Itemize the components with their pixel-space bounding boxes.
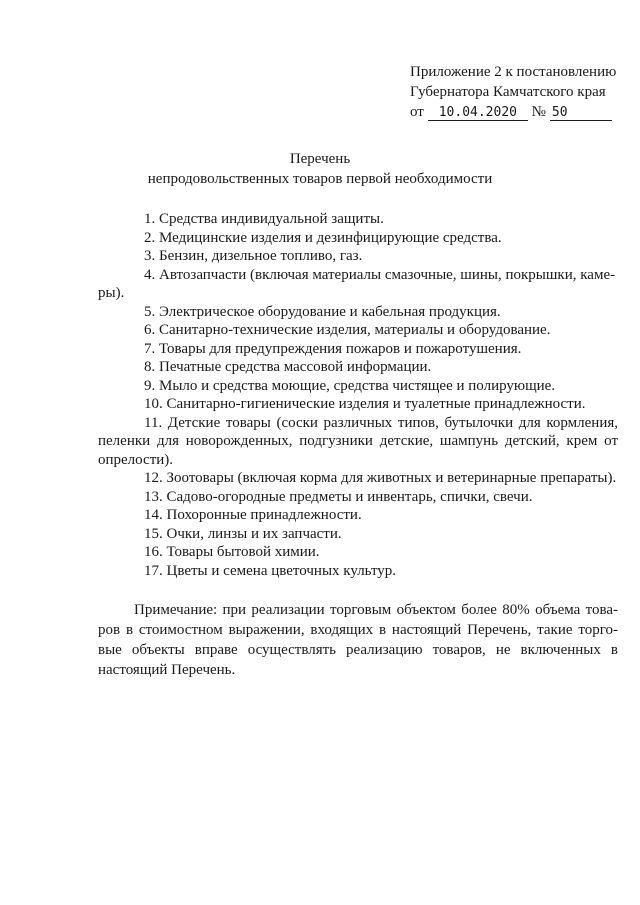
note-line: Примечание: при реализации торговым объектом более 80% объема това-: [134, 602, 618, 618]
list-item: 12. Зоотовары (включая корма для животных и ветеринарные препараты).: [144, 470, 617, 486]
list-item: 8. Печатные средства массовой информации.: [144, 359, 432, 375]
list-item: 5. Электрическое оборудование и кабельная продукция.: [144, 303, 501, 320]
appendix-header: [410, 62, 630, 122]
list-item: 11. Детские товары (соски различных типов, бутылочки для кормления, пеленки для новорожденных, подгузники детские, шампунь детский, крем от опрелости).: [98, 414, 618, 468]
document-title: Перечень: [289, 151, 351, 167]
number-prefix: №: [531, 104, 546, 120]
list-item: 14. Похоронные принадлежности.: [144, 507, 362, 523]
list-item: 16. Товары бытовой химии.: [144, 544, 320, 560]
list-item: 10. Санитарно-гигиенические изделия и туалетные принадлежности.: [144, 396, 586, 412]
date-value: 10.04.2020: [428, 106, 528, 121]
appendix-line-1: Приложение 2 к постановлению: [410, 64, 617, 80]
note-line: ров в стоимостном выражении, входящих в настоящий Перечень, такие торго-: [98, 622, 618, 638]
list-item: 15. Очки, линзы и их запчасти.: [144, 525, 342, 542]
list-item: 9. Мыло и средства моющие, средства чистящее и полирующие.: [144, 377, 556, 394]
list-item: 4. Автозапчасти (включая материалы смазочные, шины, покрышки, каме- ры).: [98, 266, 616, 301]
list-item: 17. Цветы и семена цветочных культур.: [144, 562, 397, 579]
note-line: настоящий Перечень.: [98, 662, 236, 678]
list-item: 6. Санитарно-технические изделия, материалы и оборудование.: [144, 322, 551, 338]
appendix-date-number-line: [410, 102, 630, 122]
note-paragraph: [98, 600, 618, 680]
number-value: 50: [550, 106, 612, 121]
list-item: 13. Садово-огородные предметы и инвентарь, спички, свечи.: [144, 488, 533, 505]
document-subtitle: непродовольственных товаров первой необходимости: [147, 171, 493, 187]
list-item: 1. Средства индивидуальной защиты.: [144, 211, 384, 227]
list-item: 3. Бензин, дизельное топливо, газ.: [144, 248, 363, 264]
list-item: 2. Медицинские изделия и дезинфицирующие средства.: [144, 229, 502, 246]
date-prefix: от: [410, 104, 424, 120]
note-line: вые объекты вправе осуществлять реализацию товаров, не включенных в: [98, 642, 618, 658]
list-item: 7. Товары для предупреждения пожаров и пожаротушения.: [144, 340, 522, 357]
goods-list: [98, 210, 618, 580]
appendix-line-2: Губернатора Камчатского края: [410, 84, 606, 100]
